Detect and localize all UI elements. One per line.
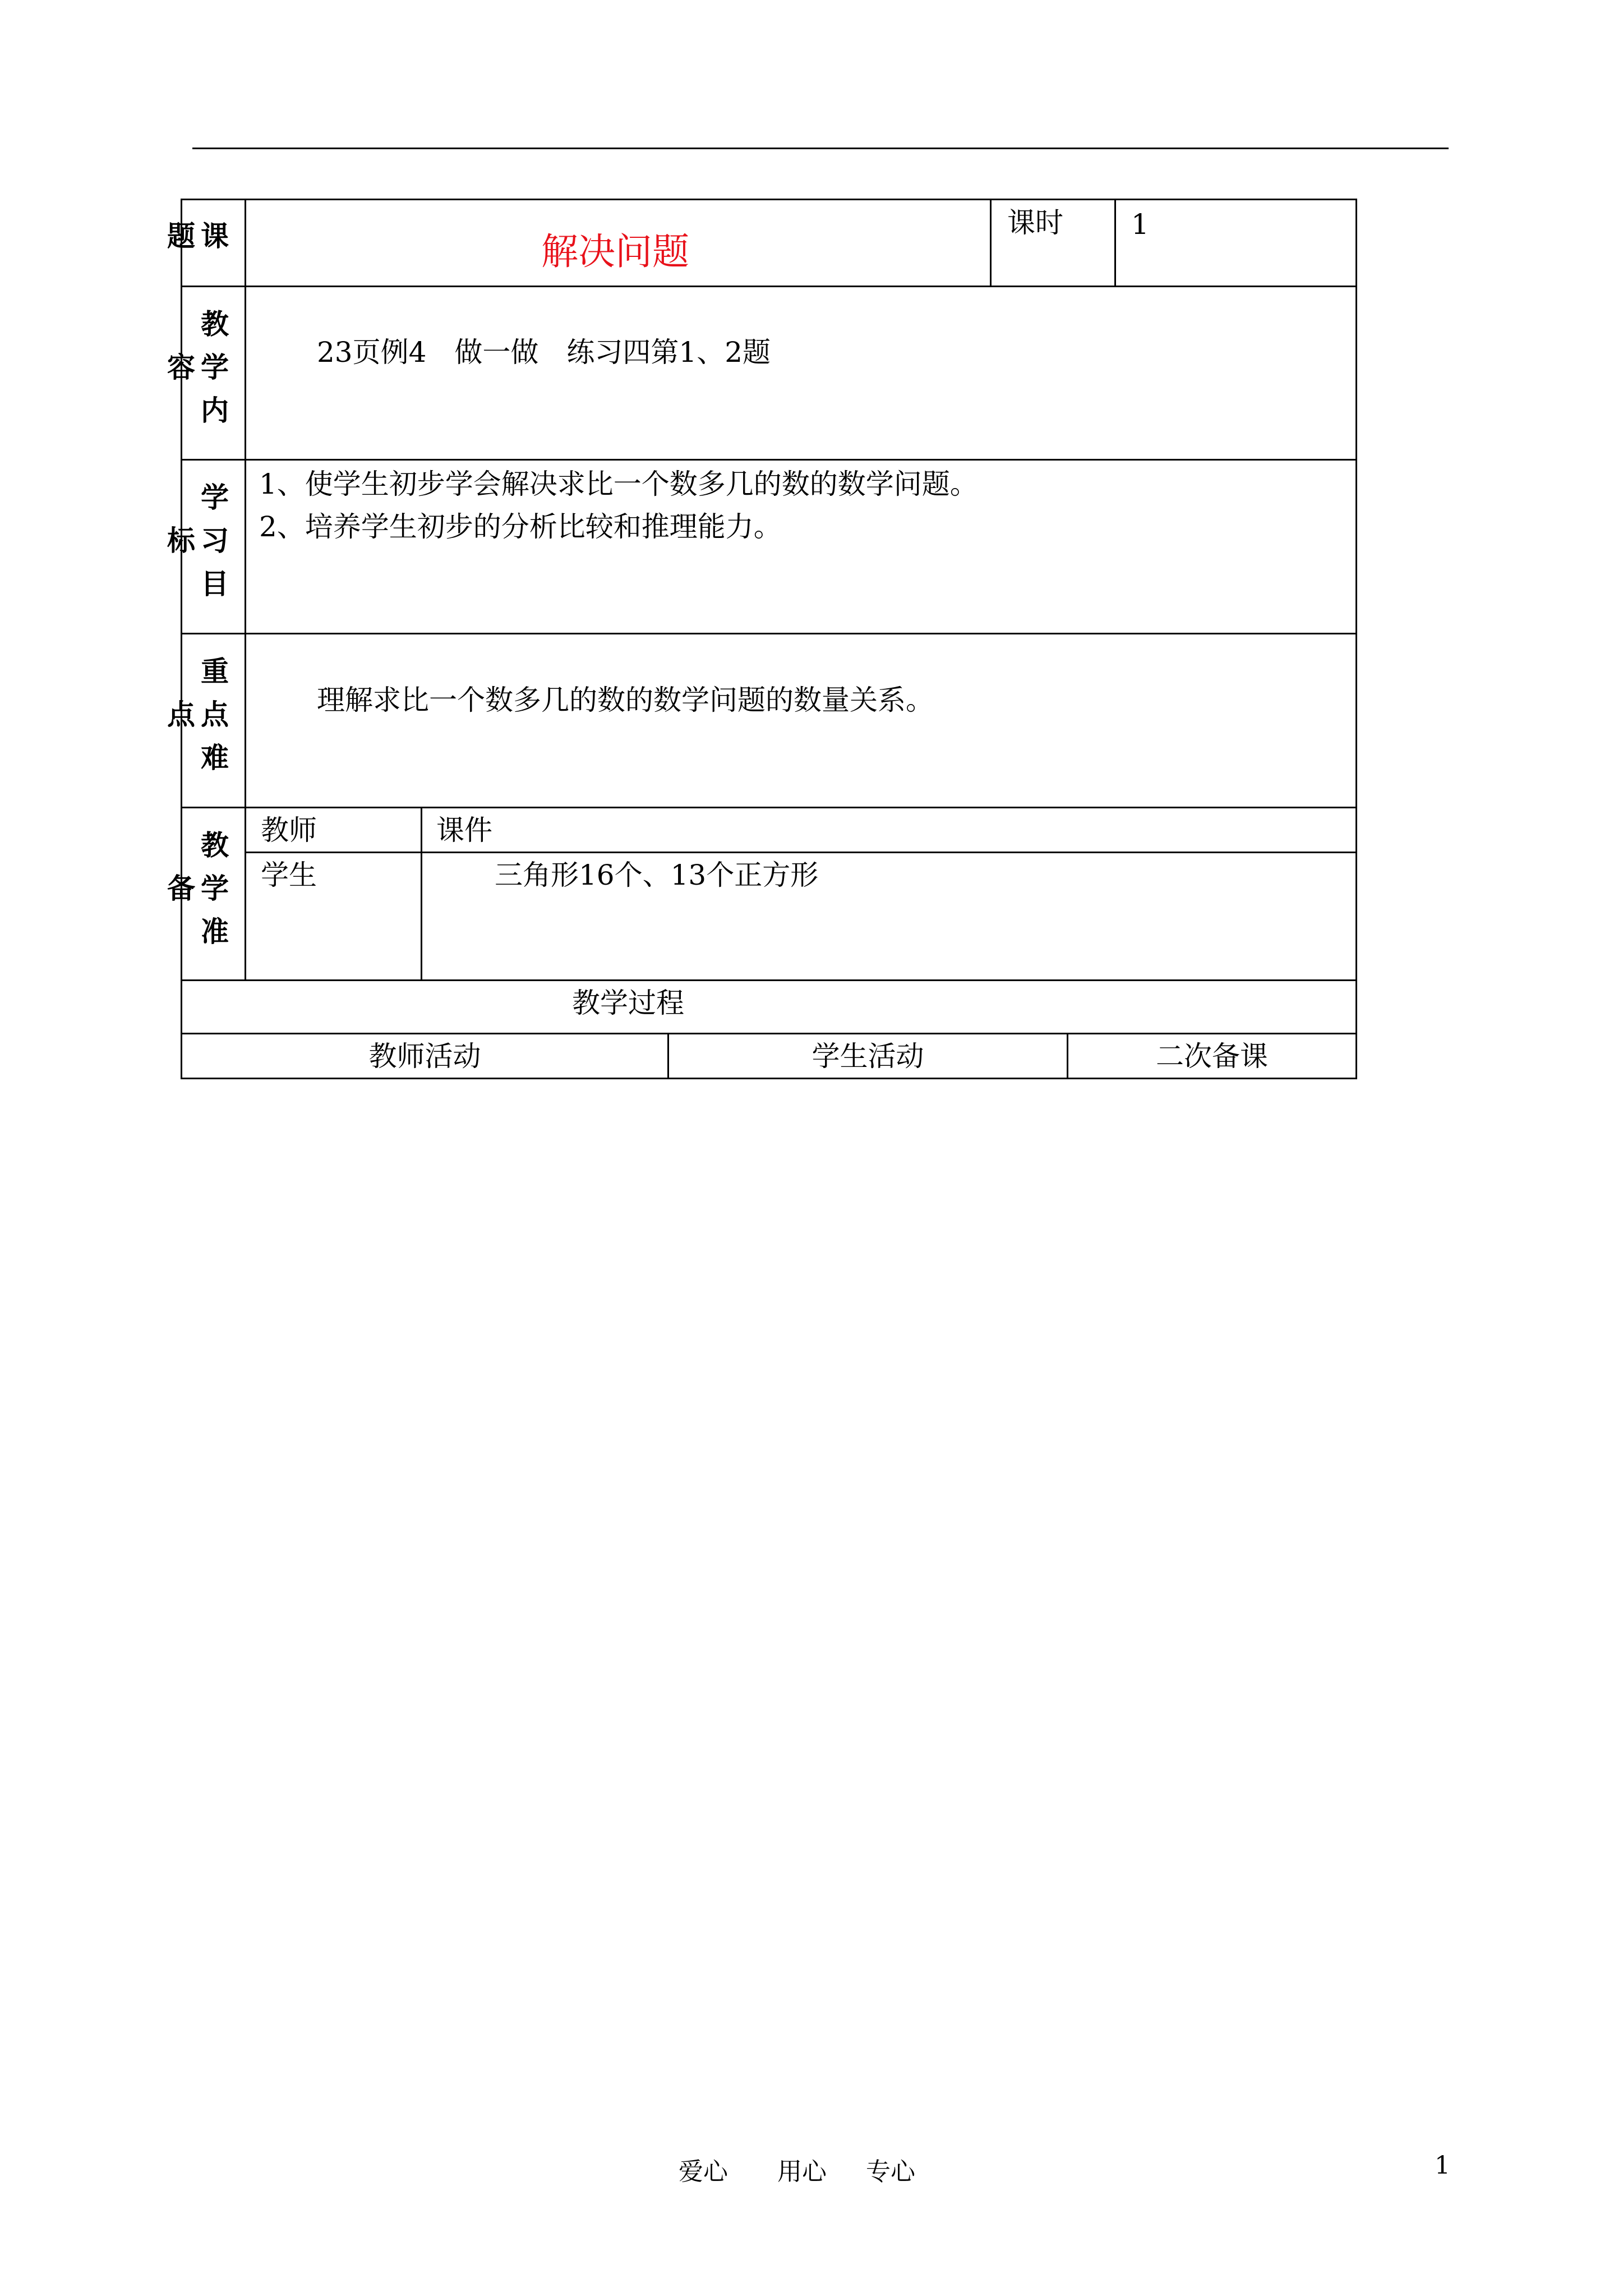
table-border-right <box>1355 199 1357 1079</box>
row-divider <box>181 807 1357 808</box>
goal-item: 1、使学生初步学会解决求比一个数多几的数的数学问题。 <box>259 468 978 500</box>
topic-label: 课题 <box>163 220 229 264</box>
period-label: 课时 <box>1007 206 1063 239</box>
lesson-title: 解决问题 <box>541 230 689 273</box>
column-header-student: 学生活动 <box>811 1040 924 1073</box>
table-border-top <box>181 199 1357 200</box>
col-divider <box>245 199 246 981</box>
row-divider <box>181 979 1357 981</box>
keypoint-text: 理解求比一个数多几的数的数学问题的数量关系。 <box>317 684 934 716</box>
row-divider <box>181 1033 1357 1034</box>
footer-slogan-3: 专心 <box>866 2157 915 2186</box>
page-number: 1 <box>1435 2151 1450 2180</box>
col-divider <box>421 807 422 981</box>
prep-label: 教学准备 <box>163 830 229 960</box>
column-header-teacher: 教师活动 <box>368 1040 481 1073</box>
content-text: 23页例4 做一做 练习四第1、2题 <box>317 336 771 369</box>
footer-slogan-1: 爱心 <box>679 2157 728 2186</box>
student-value: 三角形16个、13个正方形 <box>495 859 819 891</box>
teacher-value: 课件 <box>436 814 492 846</box>
student-label: 学生 <box>261 859 317 891</box>
goal-item: 2、培养学生初步的分析比较和推理能力。 <box>259 510 782 543</box>
row-divider <box>245 852 1357 853</box>
content-label: 教学内容 <box>163 309 229 439</box>
teacher-label: 教师 <box>261 814 317 846</box>
row-divider <box>181 459 1357 461</box>
col-divider <box>1114 199 1116 287</box>
period-value: 1 <box>1131 208 1149 241</box>
footer-slogan-2: 用心 <box>777 2157 827 2186</box>
keypoint-label: 重点难点 <box>163 656 229 786</box>
column-header-notes: 二次备课 <box>1156 1040 1268 1073</box>
table-border-bottom <box>181 1078 1357 1079</box>
table-border-left <box>181 199 182 1079</box>
goals-label: 学习目标 <box>163 482 229 612</box>
row-divider <box>181 633 1357 634</box>
row-divider <box>181 286 1357 287</box>
col-divider <box>990 199 992 287</box>
process-label: 教学过程 <box>572 987 684 1019</box>
